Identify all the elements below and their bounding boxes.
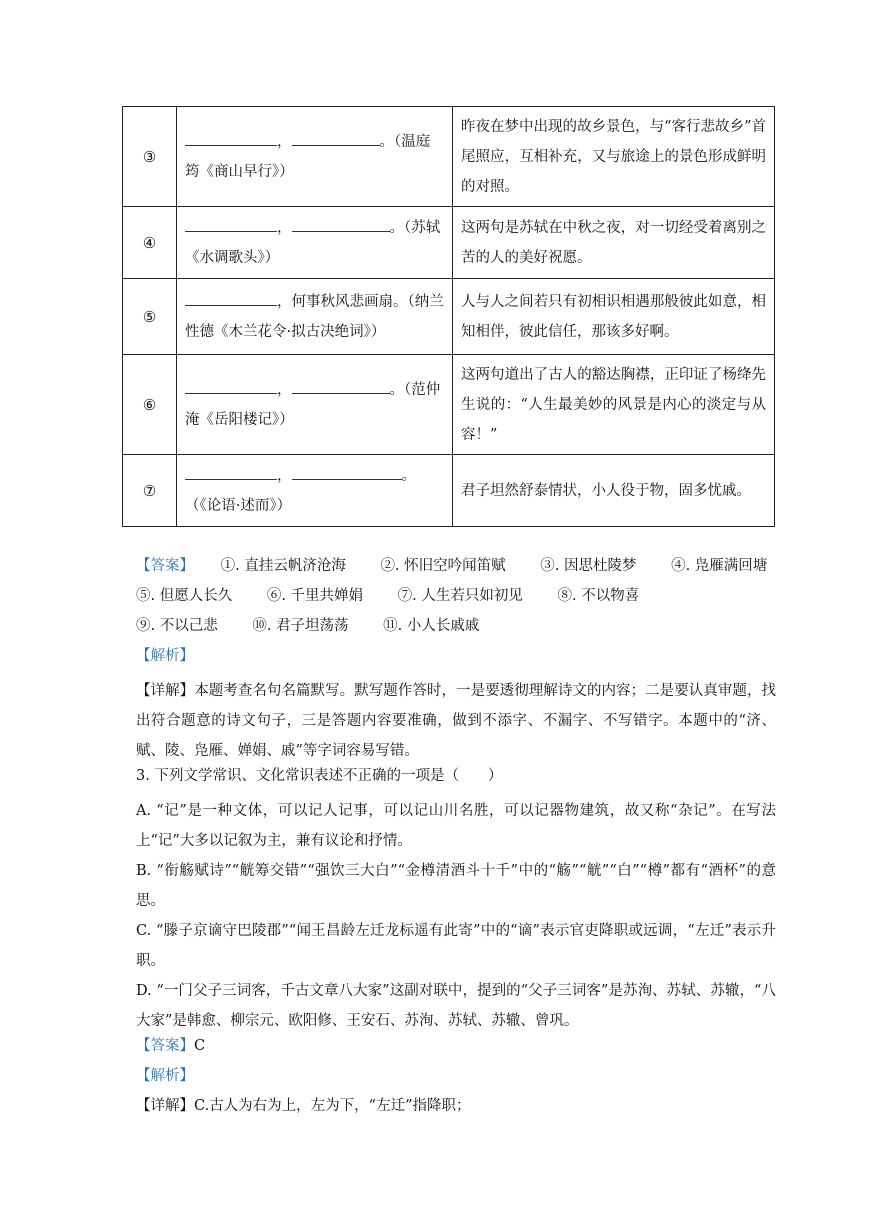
answer-blank[interactable] bbox=[292, 127, 380, 146]
row-number: ③ bbox=[123, 107, 177, 207]
analysis-tag: 【解析】 bbox=[136, 1068, 194, 1084]
answer-blank[interactable] bbox=[292, 461, 402, 480]
detail-tag: 【详解】 bbox=[136, 1098, 194, 1114]
answer-item: ⑧. 不以物喜 bbox=[557, 588, 640, 604]
answer-line bbox=[136, 586, 639, 606]
row-number: ⑥ bbox=[123, 355, 177, 455]
option-a: A. “记”是一种文体，可以记人记事，可以记山川名胜，可以记器物建筑，故又称“杂记”。在写法上“记”大多以记叙为主，兼有议论和抒情。 bbox=[136, 803, 776, 849]
poem-dictation-table bbox=[122, 106, 775, 527]
table-row bbox=[123, 455, 775, 527]
answer-item: ⑥. 千里共婵娟 bbox=[266, 588, 364, 604]
answer-line bbox=[136, 556, 767, 576]
answer-blank[interactable] bbox=[185, 127, 277, 146]
answer-blank[interactable] bbox=[185, 375, 277, 394]
answer-blank[interactable] bbox=[185, 287, 277, 306]
answer-blank[interactable] bbox=[292, 375, 390, 394]
poem-source: （苏轼《水调歌头》） bbox=[185, 219, 441, 266]
table-row bbox=[123, 279, 775, 355]
row-number: ④ bbox=[123, 207, 177, 279]
answer-blank[interactable] bbox=[185, 213, 277, 232]
detail-tag: 【详解】 bbox=[136, 683, 195, 699]
table-row bbox=[123, 207, 775, 279]
answer-tag: 【答案】 bbox=[136, 558, 194, 574]
answer-line bbox=[136, 1036, 205, 1056]
row-number: ⑤ bbox=[123, 279, 177, 355]
dictation-prompt: ， 。（温庭筠《商山早行》） bbox=[177, 107, 453, 207]
analysis-tag: 【解析】 bbox=[136, 648, 194, 664]
poem-source: （范仲淹《岳阳楼记》） bbox=[185, 381, 441, 428]
table-row bbox=[123, 107, 775, 207]
poem-explanation: 这两句道出了古人的豁达胸襟，正印证了杨绛先生说的：“人生最美妙的风景是内心的淡定与从容！” bbox=[453, 355, 775, 455]
dictation-prompt: ， 。（范仲淹《岳阳楼记》） bbox=[177, 355, 453, 455]
answer-value: C bbox=[194, 1038, 206, 1054]
poem-explanation: 昨夜在梦中出现的故乡景色，与“客行悲故乡”首尾照应，互相补充，又与旅途上的景色形成鲜明的对照。 bbox=[453, 107, 775, 207]
answer-item: ⑪. 小人长戚戚 bbox=[383, 618, 480, 634]
answer-item: ④. 凫雁满回塘 bbox=[671, 558, 768, 574]
option-c: C. “滕子京谪守巴陵郡”“闻王昌龄左迁龙标遥有此寄”中的“谪”表示官吏降职或远调，“左迁”表示升职。 bbox=[136, 923, 776, 969]
answer-item: ②. 怀旧空吟闻笛赋 bbox=[380, 558, 506, 574]
poem-source: （《论语·述而》） bbox=[185, 497, 292, 514]
question-stem: 3. 下列文学常识、文化常识表述不正确的一项是（ ） bbox=[136, 768, 503, 784]
poem-source: （纳兰性德《木兰花令·拟古决绝词》） bbox=[185, 293, 444, 340]
answer-tag: 【答案】 bbox=[136, 1038, 194, 1054]
analysis-paragraph: 【详解】C.古人为右为上，左为下，“左迁”指降职； bbox=[136, 1098, 471, 1114]
option-b: B. “衔觞赋诗”“觥筹交错”“强饮三大白”“金樽清酒斗十千”中的“觞”“觥”“白”“樽”都有“酒杯”的意思。 bbox=[136, 863, 776, 909]
poem-source: （温庭筠《商山早行》） bbox=[185, 133, 431, 180]
dictation-prompt: ， 。（《论语·述而》） bbox=[177, 455, 453, 527]
dictation-prompt: ， 。（苏轼《水调歌头》） bbox=[177, 207, 453, 279]
table-row bbox=[123, 355, 775, 455]
answer-item: ③. 因思杜陵梦 bbox=[540, 558, 637, 574]
dictation-prompt: ，何事秋风悲画扇。（纳兰性德《木兰花令·拟古决绝词》） bbox=[177, 279, 453, 355]
answer-item: ①. 直挂云帆济沧海 bbox=[220, 558, 346, 574]
answer-item: ⑩. 君子坦荡荡 bbox=[252, 618, 349, 634]
poem-explanation: 这两句是苏轼在中秋之夜，对一切经受着离别之苦的人的美好祝愿。 bbox=[453, 207, 775, 279]
answer-item: ⑤. 但愿人长久 bbox=[136, 588, 233, 604]
row-number: ⑦ bbox=[123, 455, 177, 527]
option-d: D. “一门父子三词客，千古文章八大家”这副对联中，提到的“父子三词客”是苏洵、苏轼、苏辙，“八大家”是韩愈、柳宗元、欧阳修、王安石、苏洵、苏轼、苏辙、曾巩。 bbox=[136, 983, 776, 1029]
answer-item: ⑦. 人生若只如初见 bbox=[397, 588, 523, 604]
analysis-paragraph: 【详解】本题考查名句名篇默写。默写题作答时，一是要透彻理解诗文的内容；二是要认真审题，找出符合题意的诗文句子，三是答题内容要准确，做到不添字、不漏字、不写错字。本题中的“济、赋、陵、凫雁、婵娟、戚”等字词容易写错。 bbox=[136, 683, 776, 759]
answer-blank[interactable] bbox=[292, 213, 390, 232]
poem-explanation: 君子坦然舒泰情状，小人役于物，固多忧戚。 bbox=[453, 455, 775, 527]
answer-line bbox=[136, 616, 479, 636]
poem-explanation: 人与人之间若只有初相识相遇那般彼此如意，相知相伴，彼此信任，那该多好啊。 bbox=[453, 279, 775, 355]
answer-item: ⑨. 不以己悲 bbox=[136, 618, 218, 634]
answer-blank[interactable] bbox=[185, 461, 277, 480]
